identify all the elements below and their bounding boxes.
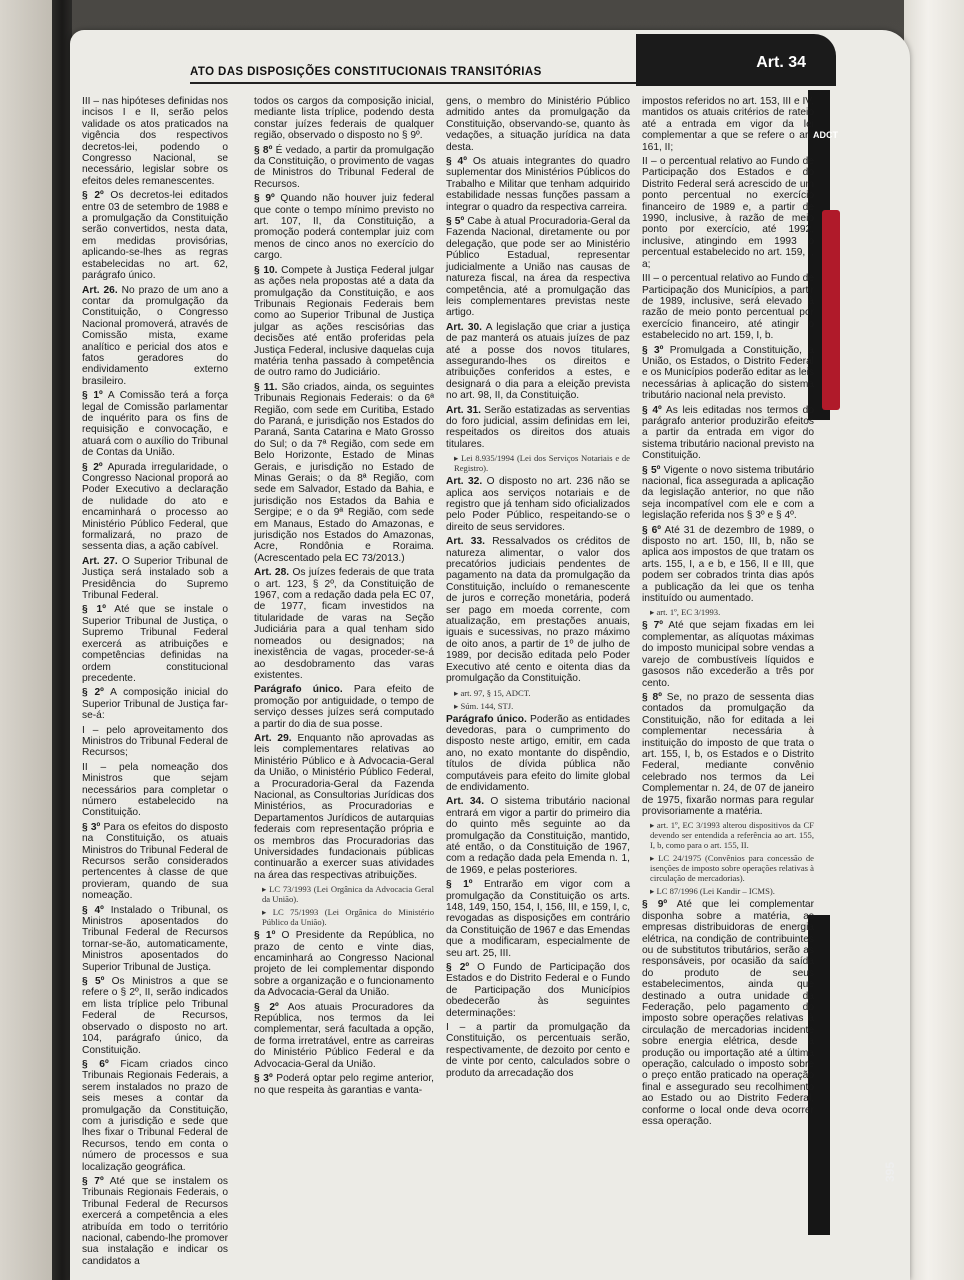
paragraph: todos os cargos da composição inicial, mediante lista tríplice, podendo desta constar juízes federais de qualquer região, observado o disposto no § 9º. <box>254 96 434 142</box>
paragraph: § 1º A Comissão terá a força legal de Comissão parlamentar de inquérito para os fins de requisição e convocação, e atuará com o auxílio do Tribunal de Contas da União. <box>82 390 229 459</box>
paragraph: § 4º As leis editadas nos termos do parágrafo anterior produzirão efeitos a partir da entrada em vigor do sistema tributário nacional previsto na Constituição. <box>642 404 814 462</box>
paragraph: § 9º Até que lei complementar disponha sobre a matéria, as empresas distribuidoras de energia elétrica, na condição de contribuintes ou de substitutos tributários, serão as responsáveis, por ocasião da saída do produto de seus estabelecimentos, ainda que destinado a outra unidade da Federação, pelo pagamento do imposto sobre operações relativas à circulação de mercadorias incidente sobre energia elétrica, desde a produção ou importação até a última operação, calculado o imposto sobre o preço então praticado na operação final e assegurado seu recolhimento ao Estado ou ao Distrito Federal, conforme o local onde deva ocorrer essa operação. <box>642 899 814 1128</box>
paragraph: § 4º Instalado o Tribunal, os Ministros aposentados do Tribunal Federal de Recursos tornar-se-ão, automaticamente, Ministros aposentados do Superior Tribunal de Justiça. <box>82 904 228 973</box>
text-column-3 <box>446 96 630 1236</box>
paragraph: ▸ LC 87/1996 (Lei Kandir – ICMS). <box>650 886 775 897</box>
paragraph: Art. 30. A legislação que criar a justiça de paz manterá os atuais juízes de paz até a posse dos novos titulares, assegurando-lhes os direitos e atribuições conferidos a estes, e designará o dia para a eleição prevista no art. 98, II, da Constituição. <box>446 321 630 402</box>
paragraph: II – o percentual relativo ao Fundo de Participação dos Estados e do Distrito Federal será acrescido de um ponto percentual no exercício financeiro de 1989 e, a partir de 1990, inclusive, à razão de meio ponto por exercício, até 1992, inclusive, atingindo em 1993 o percentual estabelecido no art. 159, I, a; <box>642 156 814 270</box>
paragraph: § 9º Quando não houver juiz federal que conte o tempo mínimo previsto no art. 107, II, da Constituição, a promoção poderá contemplar juiz com menos de cinco anos no exercício do cargo. <box>254 193 434 262</box>
paragraph: § 4º Os atuais integrantes do quadro suplementar dos Ministérios Públicos do Trabalho e Militar que tenham adquirido estabilidade nessas funções passam a integrar o quadro da respectiva carreira. <box>446 156 630 213</box>
paragraph: impostos referidos no art. 153, III e IV, mantidos os atuais critérios de rateio até a entrada em vigor da lei complementar a que se refere o art. 161, II; <box>642 96 814 153</box>
paragraph: § 3º Para os efeitos do disposto na Constituição, os atuais Ministros do Tribunal Federal de Recursos serão considerados pertencentes à classe de que provieram, quando de sua nomeação. <box>82 821 228 902</box>
paragraph: § 2º Aos atuais Procuradores da República, nos termos da lei complementar, será facultada a opção, de forma irretratável, entre as carreiras do Ministério Público Federal e da Advocacia-Geral da União. <box>254 1001 434 1070</box>
text-column-1 <box>82 96 229 1267</box>
paragraph: § 11. São criados, ainda, os seguintes Tribunais Regionais Federais: o da 6ª Região, com sede em Curitiba, Estado do Paraná, e jurisdição nos Estados do Paraná, Santa Catarina e Mato Grosso do Sul; o da 7ª Região, com sede em Belo Horizonte, Estado de Minas Gerais, e jurisdição no Estado de Minas Gerais; o da 8ª Região, com sede em Salvador, Estado da Bahia, e jurisdição nos Estados da Bahia e Sergipe; e o da 9ª Região, com sede em Manaus, Estado do Amazonas, e jurisdição nos Estados do Amazonas, Acre, Rondônia e Roraima. (Acrescentado pela EC 73/2013.) <box>254 381 434 564</box>
paragraph: I – a partir da promulgação da Constituição, os percentuais serão, respectivamente, de dezoito por cento e de vinte por cento, calculados sobre o produto da arrecadação dos <box>446 1022 630 1079</box>
paragraph: § 3º Promulgada a Constituição, a União, os Estados, o Distrito Federal e os Municípios poderão editar as leis necessárias à aplicação do sistema tributário nacional nela previsto. <box>642 344 814 402</box>
paragraph: ▸ LC 75/1993 (Lei Orgânica do Ministério Público da União). <box>262 907 434 928</box>
page-number: 395 <box>883 1161 898 1183</box>
paragraph: Parágrafo único. Para efeito de promoção por antiguidade, o tempo de serviço desses juízes será computado a partir do dia de sua posse. <box>254 684 435 730</box>
paragraph: § 1º O Presidente da República, no prazo de cento e vinte dias, encaminhará ao Congresso Nacional projeto de lei complementar dispondo sobre a organização e o funcionamento da Advocacia-Geral da União. <box>254 930 434 999</box>
text-column-4 <box>642 96 814 1236</box>
page-edges <box>904 0 964 1280</box>
paragraph: Art. 28. Os juízes federais de que trata o art. 123, § 2º, da Constituição de 1967, com a redação dada pela EC 07, de 1977, ficam investidos na titularidade de varas na Seção Judiciária para a qual tenham sido nomeados ou designados; na inexistência de vagas, proceder-se-á ao desdobramento das varas existentes. <box>254 567 434 681</box>
article-tab <box>636 34 836 86</box>
paragraph: § 1º Entrarão em vigor com a promulgação da Constituição os arts. 148, 149, 150, 154, I, 156, III, e 159, I, c, revogadas as disposições em contrário da Constituição de 1967 e das Emendas que a modificaram, especialmente de seu art. 25, III. <box>446 879 630 959</box>
paragraph: Art. 26. No prazo de um ano a contar da promulgação da Constituição, o Congresso Nacional promoverá, através de Comissão mista, exame analítico e pericial dos atos e fatos geradores do endividamento externo brasileiro. <box>82 284 228 387</box>
paragraph: I – pelo aproveitamento dos Ministros do Tribunal Federal de Recursos; <box>82 724 228 759</box>
paragraph: ▸ Súm. 144, STJ. <box>454 700 514 711</box>
paragraph: § 6º Até 31 de dezembro de 1989, o disposto no art. 150, III, b, não se aplica aos impostos de que tratam os arts. 155, I, a e b, e 156, II e III, que podem ser cobrados trinta dias após a publicação da lei que os tenha instituído ou aumentado. <box>642 524 814 605</box>
paragraph: § 3º Poderá optar pelo regime anterior, no que respeita às garantias e vanta- <box>254 1073 434 1096</box>
book-spine <box>52 0 72 1280</box>
paragraph: III – o percentual relativo ao Fundo de Participação dos Municípios, a partir de 1989, inclusive, será elevado à razão de meio ponto percentual por exercício financeiro, até atingir o estabelecido no art. 159, I, b. <box>642 273 814 342</box>
paragraph: § 5º Vigente o novo sistema tributário nacional, fica assegurada a aplicação da legislação anterior, no que não seja incompatível com ele e com a legislação referida nos § 3º e § 4º. <box>642 464 814 522</box>
paragraph: Art. 33. Ressalvados os créditos de natureza alimentar, o valor dos precatórios judiciais pendentes de pagamento na data da promulgação da Constituição, incluído o remanescente de juros e correção monetária, poderá ser pago em moeda corrente, com atualização, em prestações anuais, iguais e sucessivas, no prazo máximo de oito anos, a partir de 1º de julho de 1989, por decisão editada pelo Poder Executivo até cento e oitenta dias da promulgação da Constituição. <box>446 536 630 685</box>
paragraph: gens, o membro do Ministério Público admitido antes da promulgação da Constituição, observando-se, quanto às vedações, a situação jurídica na data desta. <box>446 96 630 153</box>
paragraph: III – nas hipóteses definidas nos incisos I e II, serão pelos validade os atos praticados na vigência dos respectivos decretos-lei, podendo o Congresso Nacional, se necessário, legislar sobre os efeitos deles remanescentes. <box>82 96 228 187</box>
paragraph: § 2º A composição inicial do Superior Tribunal de Justiça far-se-á: <box>82 687 228 722</box>
paragraph: § 2º Os decretos-lei editados entre 03 de setembro de 1988 e a promulgação da Constituição serão convertidos, nesta data, em medidas provisórias, aplicando-se-lhes as regras estabelecidas no art. 62, parágrafo único. <box>82 190 229 282</box>
paragraph: § 5º Os Ministros a que se refere o § 2º, II, serão indicados em lista tríplice pelo Tribunal Federal de Recursos, observado o disposto no art. 104, parágrafo único, da Constituição. <box>82 976 228 1056</box>
red-index-tab <box>822 210 840 410</box>
paragraph: ▸ LC 73/1993 (Lei Orgânica da Advocacia Geral da União). <box>262 884 434 905</box>
paragraph: Art. 32. O disposto no art. 236 não se aplica aos serviços notariais e de registro que já tenham sido oficializados pelo Poder Público, respeitando-se o direito de seus servidores. <box>446 476 630 533</box>
text-column-2 <box>254 96 434 1236</box>
paragraph: II – pela nomeação dos Ministros que sejam necessários para completar o número estabelecido na Constituição. <box>82 761 228 819</box>
paragraph: ▸ Lei 8.935/1994 (Lei dos Serviços Notariais e de Registro). <box>454 453 630 474</box>
paragraph: Art. 29. Enquanto não aprovadas as leis complementares relativas ao Ministério Público e à Advocacia-Geral da União, o Ministério Público Federal, a Procuradoria-Geral da Fazenda Nacional, as Consultorias Jurídicas dos Ministérios, as Procuradorias e Departamentos Jurídicos de autarquias federais com representação própria e os membros das Procuradorias das Universidades fundacionais públicas continuarão a exercer suas atividades na área das respectivas atribuições. <box>254 732 434 881</box>
paragraph: § 1º Até que se instale o Superior Tribunal de Justiça, o Supremo Tribunal Federal exercerá as atribuições e competências definidas na ordem constitucional precedente. <box>82 604 228 684</box>
paragraph: § 6º Ficam criados cinco Tribunais Regionais Federais, a serem instalados no prazo de seis meses a contar da promulgação da Constituição, com a jurisdição e sede que lhes fixar o Tribunal Federal de Recursos, tendo em conta o número de processos e sua localização geográfica. <box>82 1058 228 1173</box>
paragraph: Art. 34. O sistema tributário nacional entrará em vigor a partir do primeiro dia do quinto mês seguinte ao da promulgação da Constituição, mantido, até então, o da Constituição de 1967, com a redação dada pela Emenda n. 1, de 1969, e pelas posteriores. <box>446 796 630 876</box>
paragraph: ▸ art. 97, § 15, ADCT. <box>454 687 531 698</box>
paragraph: ▸ art. 1º, EC 3/1993 alterou dispositivos da CF devendo ser entendida a referência ao art. 155, I, b, como para o art. 155, II. <box>650 820 814 851</box>
paragraph: ▸ art. 1º, EC 3/1993. <box>650 607 721 618</box>
paragraph: § 5º Cabe à atual Procuradoria-Geral da Fazenda Nacional, diretamente ou por delegação, que pode ser ao Ministério Público Estadual, representar judicialmente a União nas causas de natureza fiscal, na área da respectiva competência, até a promulgação das leis complementares previstas neste artigo. <box>446 216 630 319</box>
paragraph: § 2º Apurada irregularidade, o Congresso Nacional proporá ao Poder Executivo a declaração de nulidade do ato e encaminhará o processo ao Ministério Público Federal, que formalizará, no prazo de sessenta dias, a ação cabível. <box>82 461 228 553</box>
paragraph: § 7º Até que sejam fixadas em lei complementar, as alíquotas máximas do imposto municipal sobre vendas a varejo de combustíveis líquidos e gasosos não excederão a três por cento. <box>642 620 814 689</box>
thumb-index-letter: ADCT <box>813 130 838 140</box>
previous-page <box>0 0 60 1280</box>
paragraph: Parágrafo único. Poderão as entidades devedoras, para o cumprimento do disposto neste artigo, emitir, em cada ano, no exato montante do dispêndio, títulos de dívida pública não computáveis para efeito do limite global de endividamento. <box>446 713 631 793</box>
paragraph: § 8º É vedado, a partir da promulgação da Constituição, o provimento de vagas de Ministros do Tribunal Federal de Recursos. <box>254 144 434 190</box>
paragraph: § 2º O Fundo de Participação dos Estados e do Distrito Federal e o Fundo de Participação dos Municípios obedecerão às seguintes determinações: <box>446 962 630 1019</box>
paragraph: § 8º Se, no prazo de sessenta dias contados da promulgação da Constituição, não for editada a lei complementar necessária à instituição do imposto de que trata o art. 155, I, b, os Estados e o Distrito Federal, mediante convênio celebrado nos termos da Lei Complementar n. 24, de 07 de janeiro de 1975, fixarão normas para regular provisoriamente a matéria. <box>642 691 814 817</box>
article-tab-label: Art. 34 <box>756 54 806 71</box>
running-title: ATO DAS DISPOSIÇÕES CONSTITUCIONAIS TRANSITÓRIAS <box>190 66 542 78</box>
paragraph: § 7º Até que se instalem os Tribunais Regionais Federais, o Tribunal Federal de Recursos exercerá a competência a eles atribuída em todo o território nacional, cabendo-lhe promover sua instalação e indicar os candidatos a <box>82 1175 228 1267</box>
paragraph: § 10. Compete à Justiça Federal julgar as ações nela propostas até a data da promulgação da Constituição, e aos Tribunais Regionais Federais bem como ao Superior Tribunal de Justiça julgar as ações rescisórias das decisões até então proferidas pela Justiça Federal, inclusive daquelas cuja matéria tenha passado à competência de outro ramo do Judiciário. <box>254 264 434 379</box>
paragraph: Art. 27. O Superior Tribunal de Justiça será instalado sob a Presidência do Supremo Tribunal Federal. <box>82 555 228 602</box>
paragraph: Art. 31. Serão estatizadas as serventias do foro judicial, assim definidas em lei, respeitados os direitos dos atuais titulares. <box>446 404 630 450</box>
paragraph: ▸ LC 24/1975 (Convênios para concessão de isenções de imposto sobre operações relativas à circulação de mercadorias). <box>650 853 814 884</box>
